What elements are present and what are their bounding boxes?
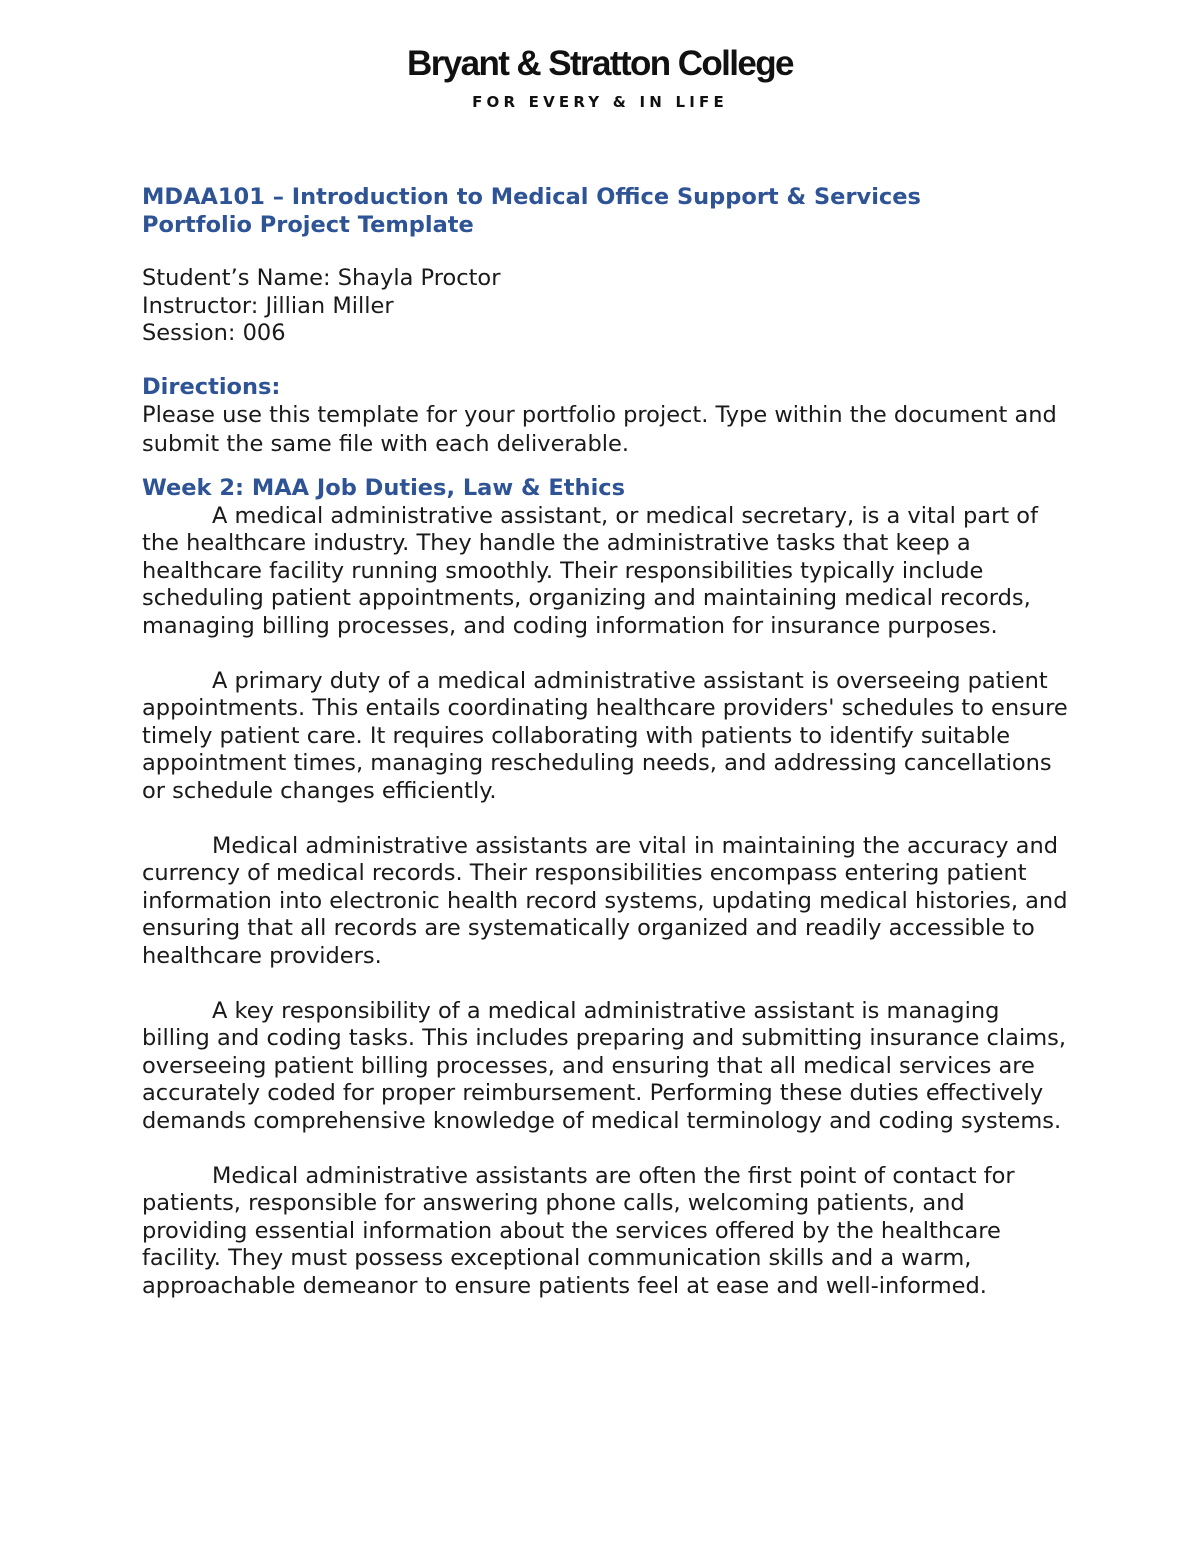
student-name: Student’s Name: Shayla Proctor xyxy=(142,265,501,291)
course-title-line2: Portfolio Project Template xyxy=(142,211,474,238)
college-logo xyxy=(0,44,1200,111)
directions-text: Please use this template for your portfolio project. Type within the document and submit the same file with each deliverable. xyxy=(142,402,1057,457)
week2-paragraph-5: Medical administrative assistants are often the first point of contact for patients, responsible for answering phone calls, welcoming patients, and providing essential information about the services offered by the healthcare facility. They must possess exceptional communication skills and a warm, approachable demeanor to ensure patients feel at ease and well-informed. xyxy=(142,1162,1015,1299)
course-title xyxy=(142,184,1072,239)
document-body xyxy=(142,184,1072,1328)
week2-paragraph-1: A medical administrative assistant, or medical secretary, is a vital part of the healthcare industry. They handle the administrative tasks that keep a healthcare facility running smoothly. Their responsibilities typically include scheduling patient appointments, organizing and maintaining medical records, managing billing processes, and coding information for insurance purposes. xyxy=(142,502,1038,639)
college-name: Bryant & Stratton College xyxy=(407,44,793,83)
student-info xyxy=(142,265,1072,348)
week2-paragraph-3: Medical administrative assistants are vital in maintaining the accuracy and currency of medical records. Their responsibilities encompass entering patient information into electronic health record systems, updating medical histories, and ensuring that all records are systematically organized and readily accessible to healthcare providers. xyxy=(142,832,1068,969)
directions-heading: Directions: xyxy=(142,373,281,400)
week2-paragraph-4: A key responsibility of a medical administrative assistant is managing billing and coding tasks. This includes preparing and submitting insurance claims, overseeing patient billing processes, and ensuring that all medical services are accurately coded for proper reimbursement. Performing these duties effectively demands comprehensive knowledge of medical terminology and coding systems. xyxy=(142,997,1067,1134)
week2-paragraph-2: A primary duty of a medical administrative assistant is overseeing patient appointments. This entails coordinating healthcare providers' schedules to ensure timely patient care. It requires collaborating with patients to identify suitable appointment times, managing rescheduling needs, and addressing cancellations or schedule changes efficiently. xyxy=(142,667,1068,804)
college-tagline: FOR EVERY & IN LIFE xyxy=(472,93,728,111)
week2-heading: Week 2: MAA Job Duties, Law & Ethics xyxy=(142,475,626,501)
course-title-line1: MDAA101 – Introduction to Medical Office Support & Services xyxy=(142,184,921,210)
session-number: Session: 006 xyxy=(142,320,286,346)
instructor-name: Instructor: Jillian Miller xyxy=(142,292,394,319)
